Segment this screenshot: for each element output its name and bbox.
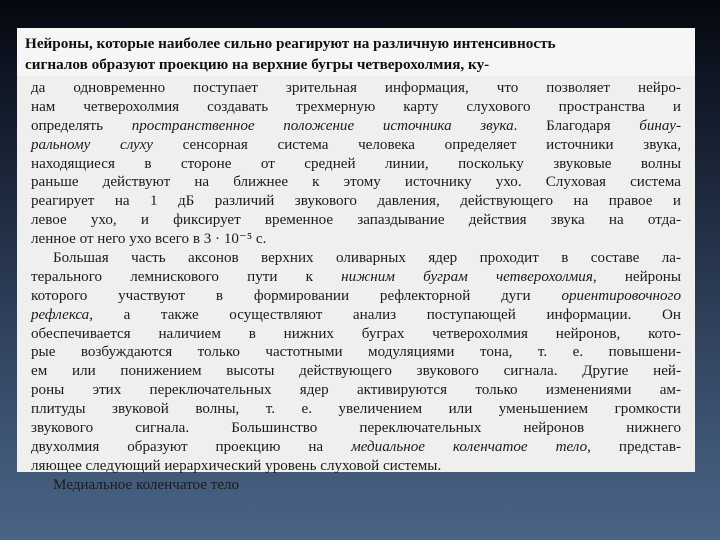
text-line <box>31 192 681 211</box>
scanned-text-image <box>17 76 695 493</box>
slide-heading <box>17 28 695 76</box>
text-line <box>31 287 681 306</box>
italic-term: бинау- <box>639 117 681 134</box>
text-fragment: роны этих переключательных ядер активируются только изменениями ам- <box>31 382 681 399</box>
text-line <box>31 457 681 476</box>
italic-term: медиальное коленчатое тело <box>351 438 588 455</box>
text-line <box>31 79 681 98</box>
text-line <box>31 136 681 155</box>
text-line <box>31 249 681 268</box>
text-fragment: . Благодаря <box>513 117 640 134</box>
text-fragment: определять <box>31 117 132 134</box>
text-fragment: ем или понижением высоты действующего звукового сигнала. Другие ней- <box>31 363 681 380</box>
text-fragment: раньше действуют на ближнее к этому источнику ухо. Слуховая система <box>31 174 681 191</box>
text-line <box>31 438 681 457</box>
text-line <box>31 211 681 230</box>
text-line <box>31 268 681 287</box>
text-fragment: реагирует на 1 дБ различий звукового давления, действующего на правое и <box>31 193 681 210</box>
text-fragment: нам четверохолмия создавать трехмерную карту слухового пространства и <box>31 98 681 115</box>
text-line <box>31 419 681 438</box>
italic-term: нижним буграм четверохолмия <box>341 268 593 285</box>
text-fragment: которого участвуют в формировании рефлекторной дуги <box>31 287 562 304</box>
text-line <box>31 343 681 362</box>
text-fragment: плитуды звуковой волны, т. е. увеличением или уменьшением громкости <box>31 401 681 418</box>
heading-line-2: сигналов образуют проекцию на верхние бугры четверохолмия, ку- <box>25 56 490 73</box>
text-fragment: двухолмия образуют проекцию на <box>31 438 352 455</box>
text-fragment: , представ- <box>587 438 682 455</box>
text-fragment: сенсорная система человека определяет источники звука, <box>152 136 681 153</box>
text-line <box>31 306 681 325</box>
text-line <box>31 400 681 419</box>
text-fragment: левое ухо, и фиксирует временное запаздывание действия звука на отда- <box>31 212 681 229</box>
text-fragment: обеспечивается наличием в нижних буграх четверохолмия нейронов, кото- <box>31 325 681 342</box>
text-fragment: , а также осуществляют анализ поступающей информации. Он <box>89 306 681 323</box>
text-line <box>31 98 681 117</box>
text-line <box>31 381 681 400</box>
italic-term: ральному слуху <box>31 136 153 153</box>
text-line <box>31 476 681 493</box>
text-line <box>31 173 681 192</box>
italic-term: пространственное положение источника звука <box>131 117 514 134</box>
text-line <box>31 362 681 381</box>
text-line <box>31 230 681 249</box>
italic-term: ориентировочного <box>561 287 681 304</box>
text-line <box>31 117 681 136</box>
text-fragment: да одновременно поступает зрительная информация, что позволяет нейро- <box>31 80 681 96</box>
text-fragment: ленное от него ухо всего в 3 · 10⁻⁵ с. <box>31 231 267 248</box>
text-line <box>31 325 681 344</box>
text-fragment: Медиальное коленчатое тело <box>53 476 240 493</box>
italic-term: рефлекса <box>31 306 90 323</box>
text-fragment: терального лемнискового пути к <box>31 268 342 285</box>
text-fragment: рые возбуждаются только частотными модуляциями тона, т. е. повышени- <box>31 344 681 361</box>
text-fragment: ляющее следующий иерархический уровень слуховой системы. <box>31 457 442 474</box>
text-line <box>31 155 681 174</box>
text-fragment: , нейроны <box>592 268 681 285</box>
text-fragment: звукового сигнала. Большинство переключательных нейронов нижнего <box>31 420 681 437</box>
heading-line-1: Нейроны, которые наиболее сильно реагируют на различную интенсивность <box>25 35 556 52</box>
text-fragment: Большая часть аксонов верхних оливарных ядер проходит в составе ла- <box>53 250 681 267</box>
text-fragment: находящиеся в стороне от средней линии, поскольку звуковые волны <box>31 155 681 172</box>
